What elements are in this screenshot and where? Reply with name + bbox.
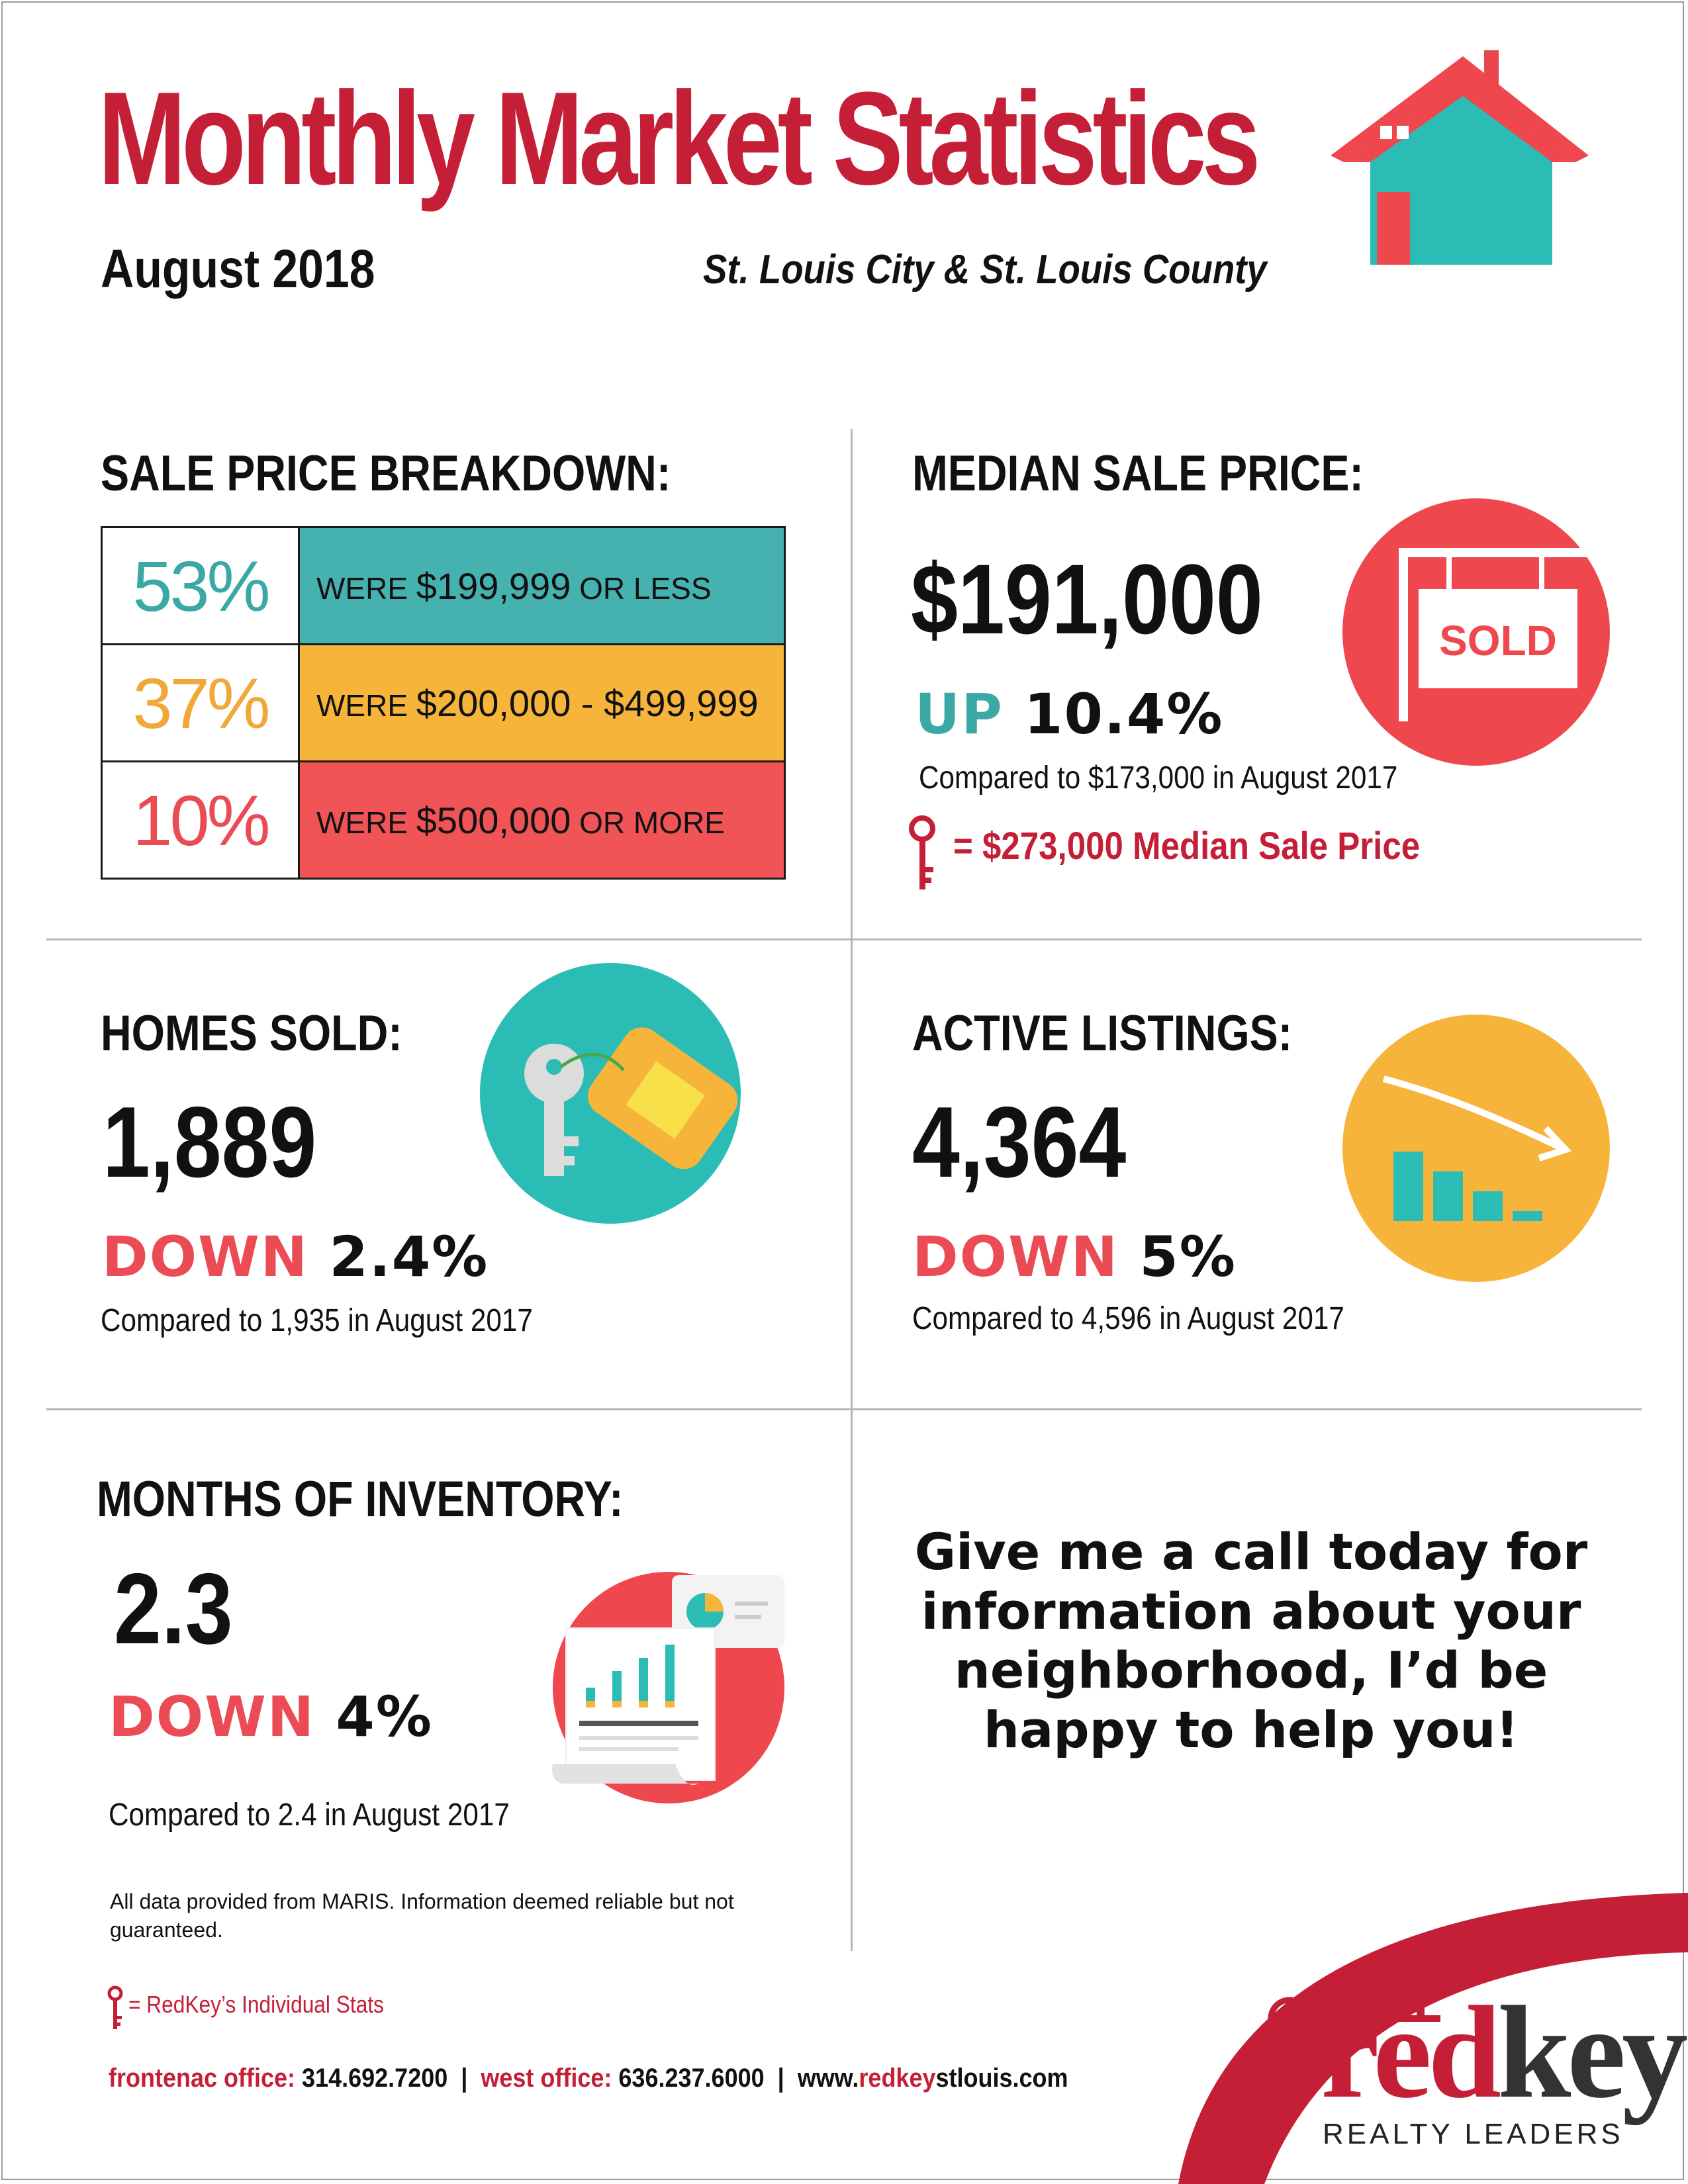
change-percent: 2.4% (329, 1224, 489, 1289)
active-listings-comparison: Compared to 4,596 in August 2017 (912, 1301, 1344, 1336)
page-title: Monthly Market Statistics (98, 65, 1256, 212)
row-divider-2 (46, 1408, 1642, 1410)
inventory-comparison: Compared to 2.4 in August 2017 (109, 1797, 510, 1833)
report-documents-icon (533, 1565, 837, 1803)
median-sale-price-heading: MEDIAN SALE PRICE: (912, 445, 1364, 502)
active-listings-heading: ACTIVE LISTINGS: (912, 1005, 1293, 1062)
red-key-icon (907, 814, 937, 893)
change-direction: DOWN (109, 1684, 316, 1749)
call-to-action: Give me a call today for information about your neighborhood, I’d be happy to help you! (914, 1522, 1588, 1760)
redkey-stats-legend: = RedKey’s Individual Stats (128, 1991, 384, 2018)
breakdown-percent: 37% (102, 645, 299, 762)
active-listings-change-line (912, 1224, 1237, 1289)
inventory-change-line (109, 1684, 433, 1749)
disclaimer: All data provided from MARIS. Information deemed reliable but not guaranteed. (110, 1889, 734, 1942)
breakdown-suffix: OR MORE (579, 805, 725, 840)
median-change-line (915, 682, 1223, 747)
change-direction: DOWN (912, 1224, 1119, 1289)
report-date: August 2018 (101, 239, 375, 299)
homes-sold-heading: HOMES SOLD: (101, 1005, 402, 1062)
red-key-legend-icon (106, 1985, 124, 2032)
months-of-inventory-heading: MONTHS OF INVENTORY: (97, 1471, 624, 1527)
were-label: WERE (316, 570, 408, 606)
west-office-label: west office: (481, 2064, 612, 2093)
breakdown-description (299, 527, 785, 645)
row-divider-1 (46, 938, 1642, 940)
homes-sold-value: 1,889 (103, 1086, 317, 1199)
separator: | (461, 2064, 468, 2093)
separator: | (777, 2064, 784, 2093)
breakdown-amount: $200,000 - $499,999 (416, 682, 759, 724)
breakdown-suffix: OR LESS (579, 570, 712, 606)
frontenac-office-label: frontenac office: (109, 2064, 296, 2093)
breakdown-description (299, 762, 785, 879)
website-link[interactable]: www.redkeystlouis.com (797, 2064, 1068, 2093)
active-listings-value: 4,364 (912, 1086, 1127, 1199)
declining-bar-chart-icon (1340, 1013, 1612, 1284)
column-divider (851, 429, 853, 1951)
breakdown-row (102, 527, 785, 645)
change-direction: UP (915, 682, 1004, 747)
breakdown-amount: $500,000 (416, 799, 571, 841)
were-label: WERE (316, 805, 408, 840)
key-tag-icon (478, 961, 743, 1226)
sold-sign-icon (1340, 496, 1612, 768)
sale-price-breakdown-heading: SALE PRICE BREAKDOWN: (101, 445, 671, 502)
median-comparison: Compared to $173,000 in August 2017 (919, 760, 1398, 796)
breakdown-row (102, 762, 785, 879)
logo-wordmark: redkey (1321, 1979, 1685, 2126)
house-icon (1331, 40, 1595, 271)
months-of-inventory-value: 2.3 (114, 1553, 233, 1665)
change-percent: 5% (1139, 1224, 1237, 1289)
breakdown-row (102, 645, 785, 762)
logo-tagline: REALTY LEADERS (1323, 2118, 1624, 2150)
redkey-median-stat: = $273,000 Median Sale Price (953, 825, 1421, 868)
homes-sold-comparison: Compared to 1,935 in August 2017 (101, 1303, 533, 1338)
were-label: WERE (316, 688, 408, 723)
contact-line (109, 2064, 1068, 2093)
median-sale-price-value: $191,000 (911, 543, 1263, 655)
breakdown-amount: $199,999 (416, 565, 571, 607)
change-percent: 4% (336, 1684, 433, 1749)
change-percent: 10.4% (1024, 682, 1224, 747)
breakdown-percent: 53% (102, 527, 299, 645)
report-region: St. Louis City & St. Louis County (703, 247, 1267, 293)
breakdown-percent: 10% (102, 762, 299, 879)
sold-sign-text: SOLD (1439, 617, 1557, 664)
west-office-phone[interactable]: 636.237.6000 (618, 2064, 765, 2093)
frontenac-office-phone[interactable]: 314.692.7200 (302, 2064, 448, 2093)
homes-sold-change-line (102, 1224, 489, 1289)
change-direction: DOWN (102, 1224, 309, 1289)
sale-price-breakdown-table (101, 526, 786, 880)
breakdown-description (299, 645, 785, 762)
